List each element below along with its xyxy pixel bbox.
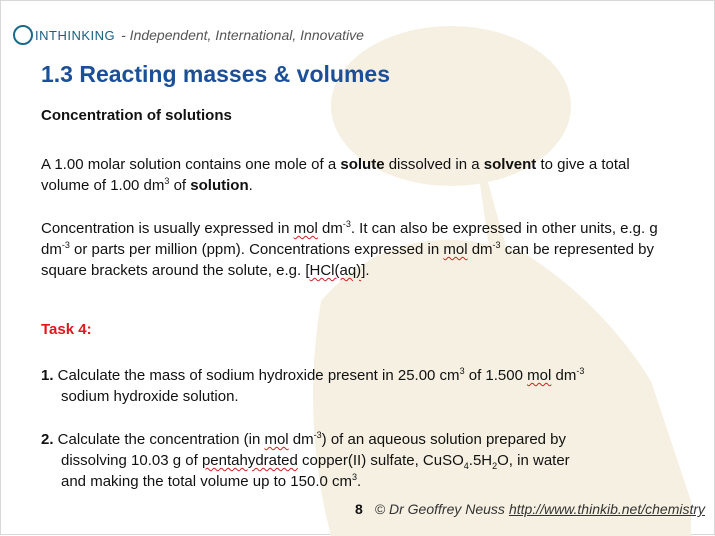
section-heading: Concentration of solutions [41, 107, 232, 124]
logo-text: INTHINKING [35, 27, 116, 43]
page-title: 1.3 Reacting masses & volumes [41, 61, 390, 87]
question-number: 1. [41, 367, 54, 384]
logo-icon [13, 25, 33, 45]
question-1: 1. Calculate the mass of sodium hydroxide present in 25.00 $cm^3$ of 1.500 mol $dm^{-3}$ sodium hydroxide solution. [41, 366, 585, 405]
task-label: Task 4: [41, 321, 92, 338]
question-2: 2. Calculate the concentration (in mol $dm^{-3}$) of an aqueous solution prepared by dissolving 10.03 g of pentahydrated copper(II) sulfate, $CuSO_4.5H_2O$, in water and making the total volume up to 150.0 $cm^3$. [41, 430, 570, 490]
author-credit: © Dr Geoffrey Neuss [374, 501, 505, 517]
page-number: 8 [355, 501, 363, 517]
footer [355, 501, 705, 517]
term-solution: solution [190, 177, 249, 194]
term-solvent: solvent [483, 156, 537, 173]
paragraph-definition: A 1.00 molar solution contains one mole of a solute dissolved in a solvent to give a total volume of 1.00 $dm^3$ of solution. [41, 156, 630, 194]
paragraph-units: Concentration is usually expressed in mol $dm^{-3}$. It can also be expressed in other units, e.g. g $dm^{-3}$ or parts per million (ppm). Concentrations expressed in mol $dm^{-3}$ can be represented by square brackets around the solute, e.g. [HCl(aq)]. [41, 219, 658, 279]
term-solute: solute [340, 156, 385, 173]
tagline: - Independent, International, Innovative [121, 27, 364, 43]
question-number: 2. [41, 431, 54, 448]
header [13, 23, 364, 47]
source-link[interactable]: http://www.thinkib.net/chemistry [508, 501, 706, 517]
